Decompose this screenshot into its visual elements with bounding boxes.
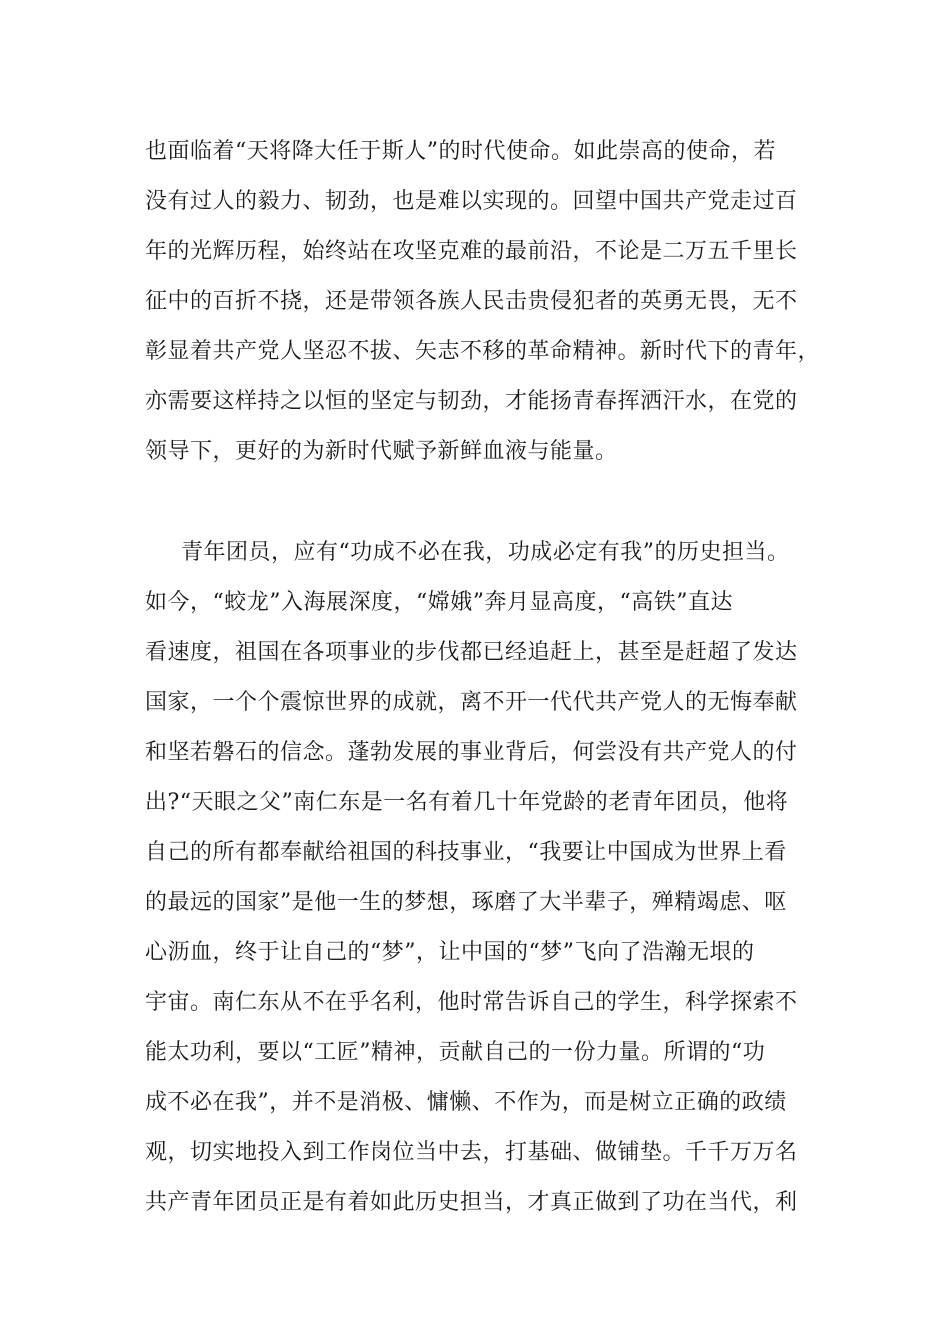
paragraph-1-line-3: 年的光辉历程，始终站在攻坚克难的最前沿，不论是二万五千里长: [145, 239, 798, 264]
paragraph-2-line-7: 自己的所有都奉献给祖国的科技事业，“我要让中国成为世界上看: [145, 840, 787, 865]
paragraph-2-line-13: 观，切实地投入到工作岗位当中去，打基础、做铺垫。千千万万名: [145, 1140, 798, 1165]
paragraph-2-line-10: 宇宙。南仁东从不在乎名利，他时常告诉自己的学生，科学探索不: [145, 990, 798, 1015]
paragraph-2-line-2: 如今，“蛟龙”入海展深度，“嫦娥”奔月显高度，“高铁”直达: [145, 590, 733, 615]
paragraph-1-line-4: 征中的百折不挠，还是带领各族人民击贵侵犯者的英勇无畏，无不: [145, 289, 798, 314]
paragraph-1: [145, 127, 835, 477]
paragraph-2-line-4: 国家，一个个震惊世界的成就，离不开一代代共产党人的无悔奉献: [145, 690, 798, 715]
paragraph-1-line-2: 没有过人的毅力、韧劲，也是难以实现的。回望中国共产党走过百: [145, 189, 798, 214]
paragraph-2-line-6: 出?“天眼之父”南仁东是一名有着几十年党龄的老青年团员，他将: [145, 790, 789, 815]
paragraph-2: [145, 528, 835, 1228]
paragraph-2-line-1: 青年团员，应有“功成不必在我，功成必定有我”的历史担当。: [181, 540, 790, 565]
paragraph-1-line-7: 领导下，更好的为新时代赋予新鲜血液与能量。: [145, 439, 618, 464]
paragraph-1-line-1: 也面临着“天将降大任于斯人”的时代使命。如此崇高的使命，若: [145, 139, 776, 164]
paragraph-2-line-11: 能太功利，要以“工匠”精神，贡献自己的一份力量。所谓的“功: [145, 1040, 766, 1065]
paragraph-1-line-5: 彰显着共产党人坚忍不拔、矢志不移的革命精神。新时代下的青年，: [145, 339, 821, 364]
paragraph-1-line-6: 亦需要这样持之以恒的坚定与韧劲，才能扬青春挥洒汗水，在党的: [145, 389, 798, 414]
paragraph-2-line-3: 看速度，祖国在各项事业的步伐都已经追赶上，甚至是赶超了发达: [145, 640, 798, 665]
paragraph-2-line-5: 和坚若磐石的信念。蓬勃发展的事业背后，何尝没有共产党人的付: [145, 740, 798, 765]
paragraph-2-line-14: 共产青年团员正是有着如此历史担当，才真正做到了功在当代，利: [145, 1190, 798, 1215]
paragraph-2-line-12: 成不必在我”，并不是消极、慵懒、不作为，而是树立正确的政绩: [145, 1090, 787, 1115]
paragraph-2-line-8: 的最远的国家”是他一生的梦想，琢磨了大半辈子，殚精竭虑、呕: [145, 890, 787, 915]
paragraph-2-line-9: 心沥血，终于让自己的“梦”，让中国的“梦”飞向了浩瀚无垠的: [145, 940, 755, 965]
